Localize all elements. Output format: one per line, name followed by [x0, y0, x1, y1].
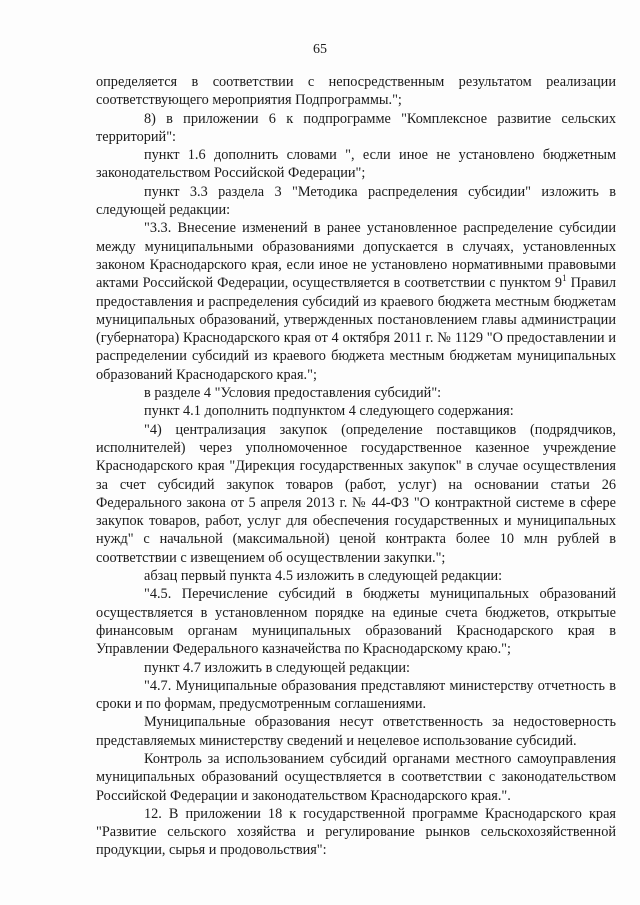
paragraph-item-12: 12. В приложении 18 к государственной программе Краснодарского края "Развитие сельского хозяйства и регулирование рынков сельскохозяйственной продукции, сырья и продовольствия": — [96, 805, 616, 859]
paragraph-section-4: в разделе 4 "Условия предоставления субсидий": — [144, 385, 442, 402]
paragraph-point-3-3-intro: пункт 3.3 раздела 3 "Методика распределения субсидии" изложить в следующей редакции: — [96, 183, 616, 219]
paragraph-item-8: 8) в приложении 6 к подпрограмме "Комплексное развитие сельских территорий": — [96, 110, 616, 145]
paragraph-point-4-7-intro: пункт 4.7 изложить в следующей редакции: — [144, 659, 411, 676]
paragraph-point-3-3-text — [96, 219, 616, 384]
paragraph-point-1-6: пункт 1.6 дополнить словами ", если иное не установлено бюджетным законодательством Российской Федерации"; — [96, 147, 616, 182]
paragraph-point-4-5-text: "4.5. Перечисление субсидий в бюджеты муниципальных образований осуществляется в установленном порядке на единые счета бюджетов, открытые финансовым органам муниципальных образований Краснодарского края в Управлении Федерального казначейства по Краснодарскому краю."; — [96, 586, 616, 658]
paragraph-control: Контроль за использованием субсидий органами местного самоуправления муниципальных образований осуществляется в соответствии с законодательством Российской Федерации и законодательством Краснодарского края.". — [96, 750, 616, 804]
paragraph-point-4-5-intro: абзац первый пункта 4.5 изложить в следующей редакции: — [144, 568, 503, 585]
document-body — [96, 73, 616, 860]
paragraph-point-4-1-intro: пункт 4.1 дополнить подпунктом 4 следующего содержания: — [144, 403, 514, 420]
paragraph-point-3-3-text-tail: Правил предоставления и распределения субсидий из краевого бюджета местным бюджетам муниципальных образований, утвержденных постановлением главы администрации (губернатора) Краснодарского края от 4 октября 2011 г. № 1129 "О предоставлении и распределении субсидий из краевого бюджета местным бюджетам муниципальных образований Краснодарского края."; — [96, 275, 616, 383]
footnote-superscript: 1 — [562, 273, 567, 284]
paragraph-responsibility: Муниципальные образования несут ответственность за недостоверность представляемых министерству сведений и нецелевое использование субсидий. — [96, 714, 616, 749]
page-number: 65 — [313, 42, 327, 57]
paragraph-point-3-3-text-head: "3.3. Внесение изменений в ранее установленное распределение субсидии между муниципальными образованиями допускается в случаях, установленных законом Краснодарского края, если иное не установлено нормативными правовыми актами Российской Федерации, осуществляется в соответствии с пунктом 9 — [96, 220, 616, 292]
paragraph-subpoint-4: "4) централизация закупок (определение поставщиков (подрядчиков, исполнителей) через уполномоченное государственное казенное учреждение Краснодарского края "Дирекция государственных закупок" в случае осуществления за счет субсидий закупок товаров (работ, услуг) на основании статьи 26 Федерального закона от 5 апреля 2013 г. № 44-ФЗ "О контрактной системе в сфере закупок товаров, работ, услуг для обеспечения государственных и муниципальных нужд" с начальной (максимальной) ценой контракта более 10 млн рублей в соответствии с извещением об осуществлении закупки."; — [96, 421, 616, 566]
paragraph-continuation: определяется в соответствии с непосредственным результатом реализации соответствующего мероприятия Подпрограммы."; — [96, 74, 616, 109]
paragraph-point-4-7-text: "4.7. Муниципальные образования представляют министерству отчетность в сроки и по формам, предусмотренным соглашениями. — [96, 677, 616, 713]
